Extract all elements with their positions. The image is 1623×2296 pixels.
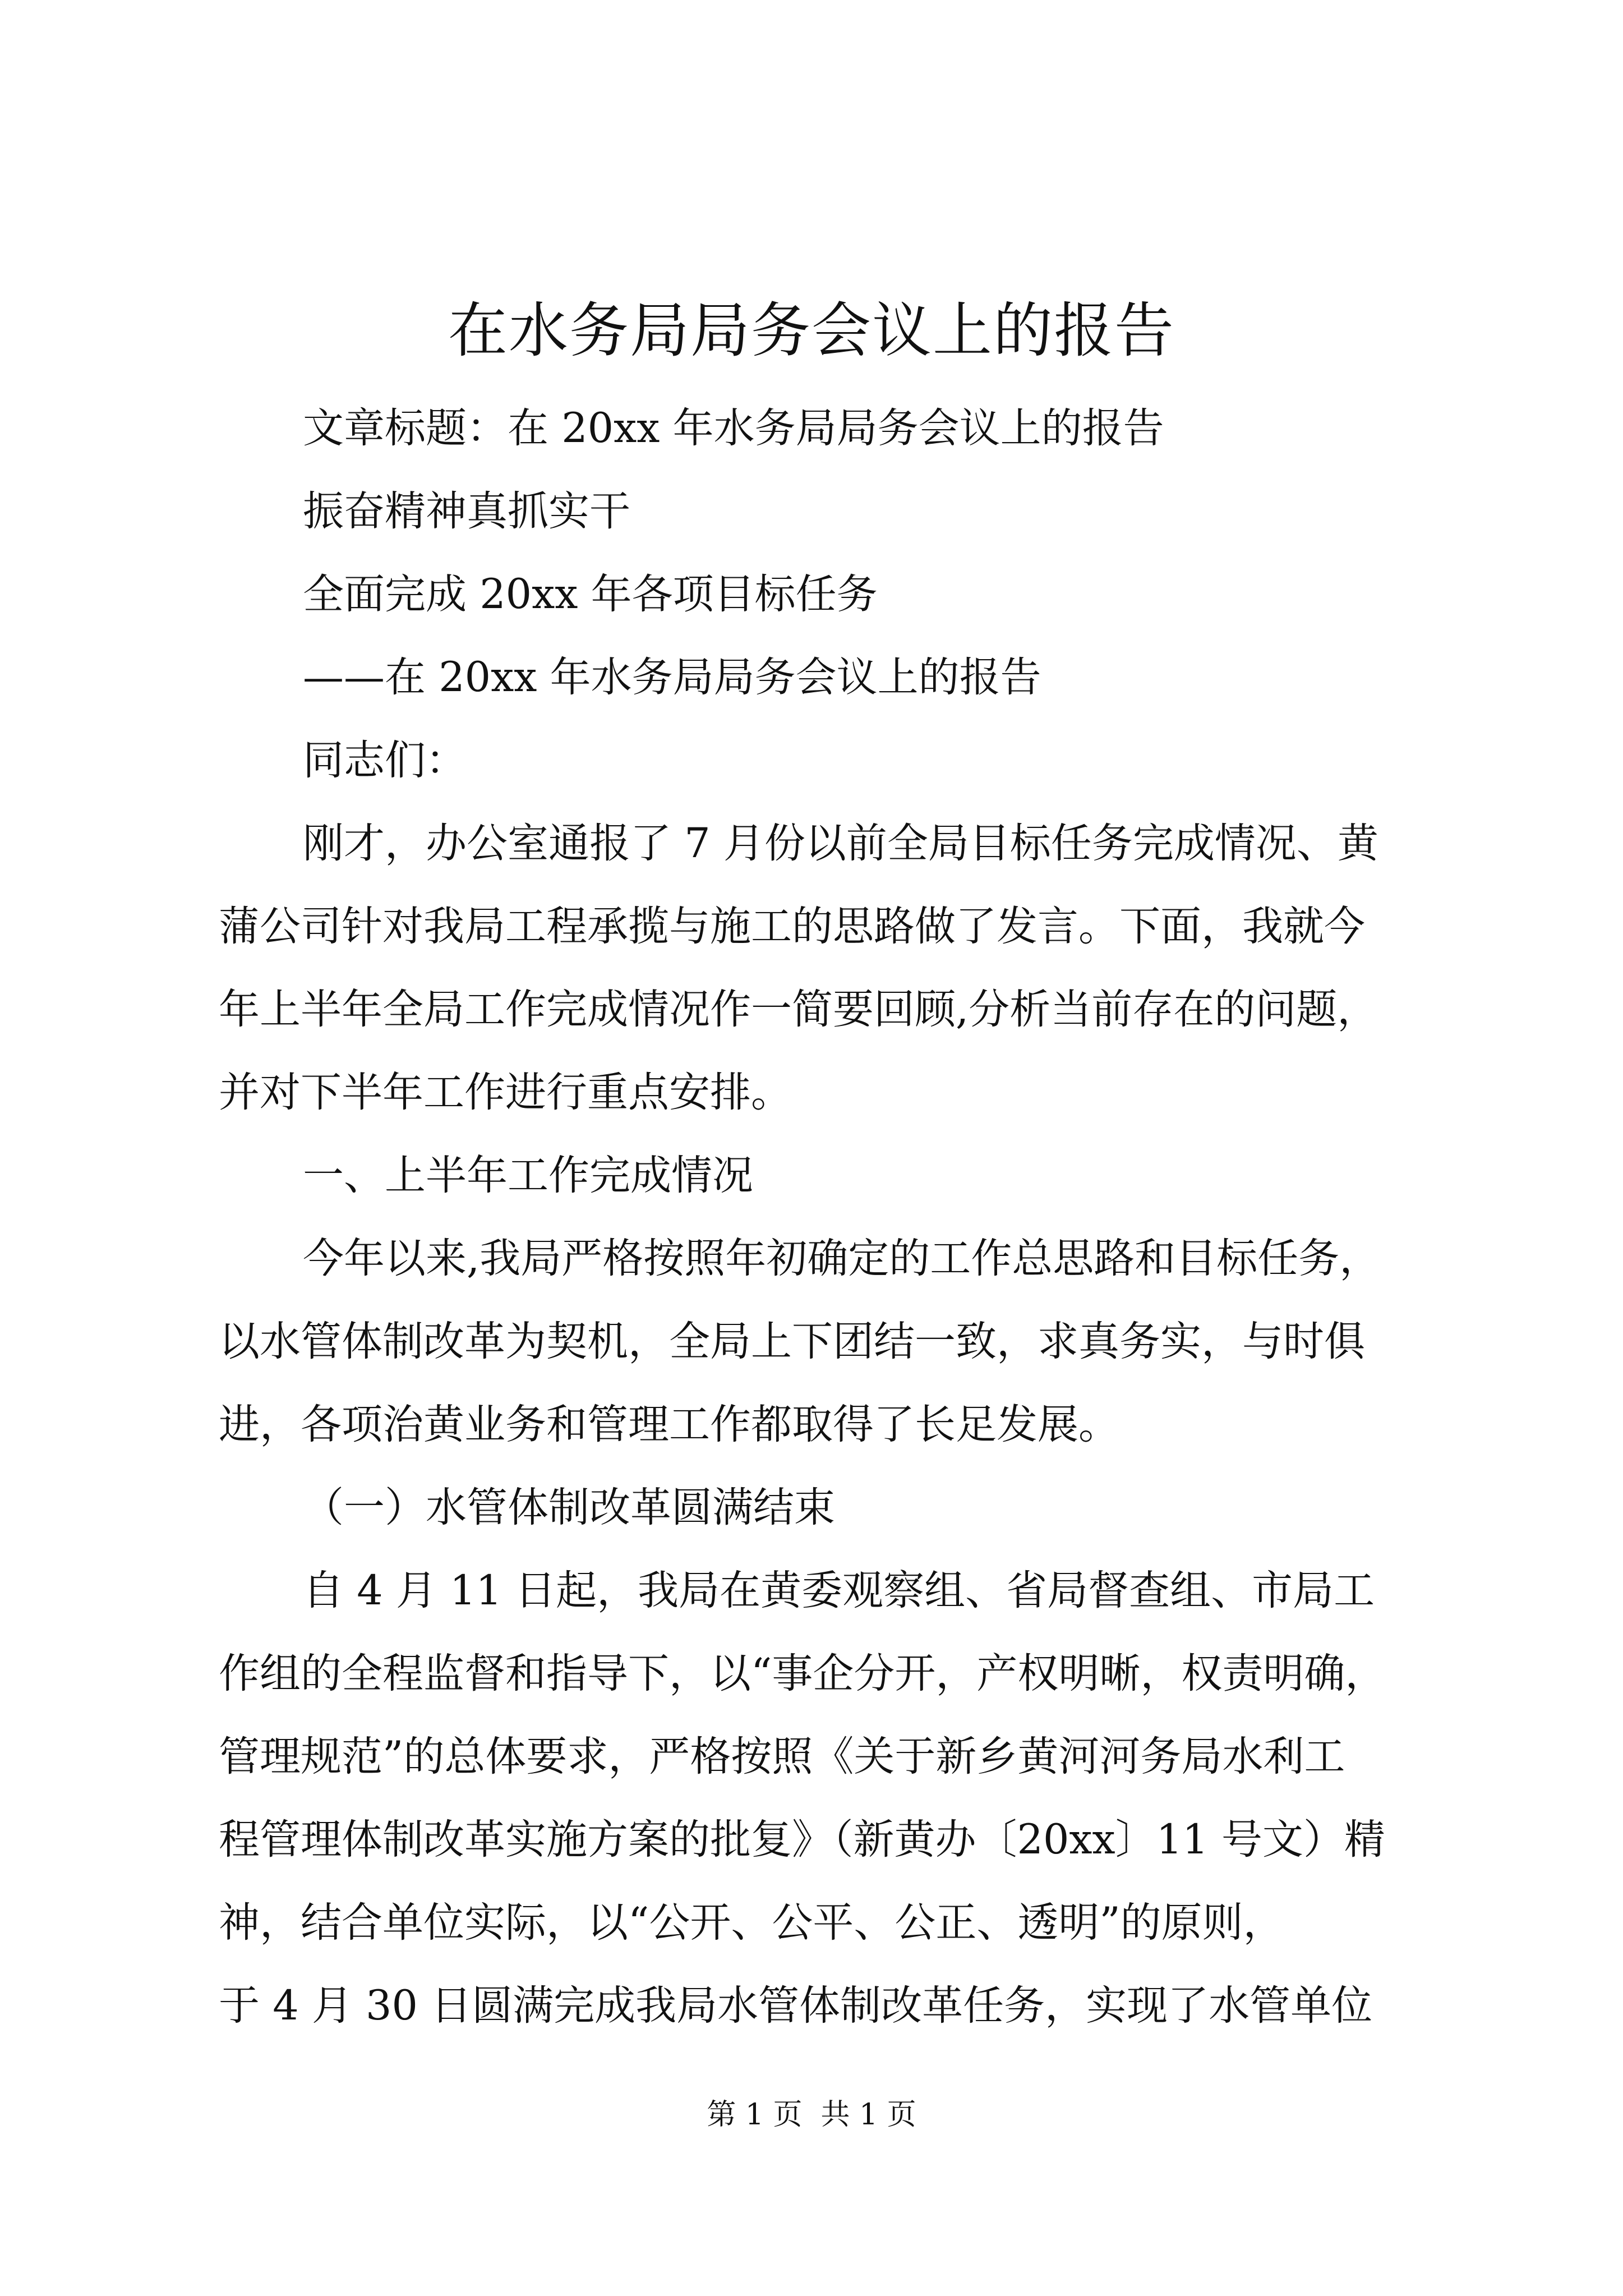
- section-heading: 一、上半年工作完成情况: [303, 1152, 753, 1199]
- document-body: [219, 387, 1424, 2047]
- subsection-heading: （一）水管体制改革圆满结束: [303, 1484, 835, 1531]
- paragraph-line: 管理规范”的总体要求，严格按照《关于新乡黄河河务局水利工: [219, 1733, 1345, 1780]
- paragraph-line: 年上半年全局工作完成情况作一简要回顾,分析当前存在的问题，: [219, 986, 1378, 1033]
- paragraph-line: 神，结合单位实际，以“公开、公平、公正、透明”的原则，: [219, 1899, 1284, 1947]
- meta-line-article-title: 文章标题：在 20xx 年水务局局务会议上的报告: [303, 404, 1164, 452]
- paragraph-line: 于 4 月 30 日圆满完成我局水管体制改革任务，实现了水管单位: [219, 1982, 1373, 2030]
- page-number-label: 第 1 页 共 1 页: [707, 2098, 916, 2132]
- document-title: 在水务局局务会议上的报告: [448, 296, 1175, 365]
- meta-line-subtitle: ——在 20xx 年水务局局务会议上的报告: [303, 654, 1041, 701]
- paragraph-reform: [219, 1549, 1424, 2047]
- paragraph-line: 进，各项治黄业务和管理工作都取得了长足发展。: [219, 1401, 1119, 1448]
- meta-line-slogan-2: 全面完成 20xx 年各项目标任务: [303, 570, 878, 618]
- paragraph-summary: [219, 1217, 1424, 1466]
- paragraph-line: 并对下半年工作进行重点安排。: [219, 1069, 792, 1116]
- paragraph-line: 蒲公司针对我局工程承揽与施工的思路做了发言。下面，我就今: [219, 903, 1365, 950]
- paragraph-intro: [219, 802, 1424, 1134]
- paragraph-line: 作组的全程监督和指导下，以“事企分开，产权明晰，权责明确，: [219, 1650, 1386, 1697]
- paragraph-line: 自 4 月 11 日起，我局在黄委观察组、省局督查组、市局工: [303, 1567, 1375, 1614]
- paragraph-line: 程管理体制改革实施方案的批复》（新黄办〔20xx〕11 号文）精: [219, 1816, 1385, 1864]
- meta-line-slogan-1: 振奋精神真抓实干: [303, 487, 630, 535]
- salutation: 同志们：: [303, 737, 467, 784]
- paragraph-line: 以水管体制改革为契机，全局上下团结一致，求真务实，与时俱: [219, 1318, 1365, 1365]
- paragraph-line: 今年以来,我局严格按照年初确定的工作总思路和目标任务，: [303, 1235, 1381, 1282]
- paragraph-line: 刚才，办公室通报了 7 月份以前全局目标任务完成情况、黄: [303, 820, 1378, 867]
- page-footer: [0, 2095, 1623, 2134]
